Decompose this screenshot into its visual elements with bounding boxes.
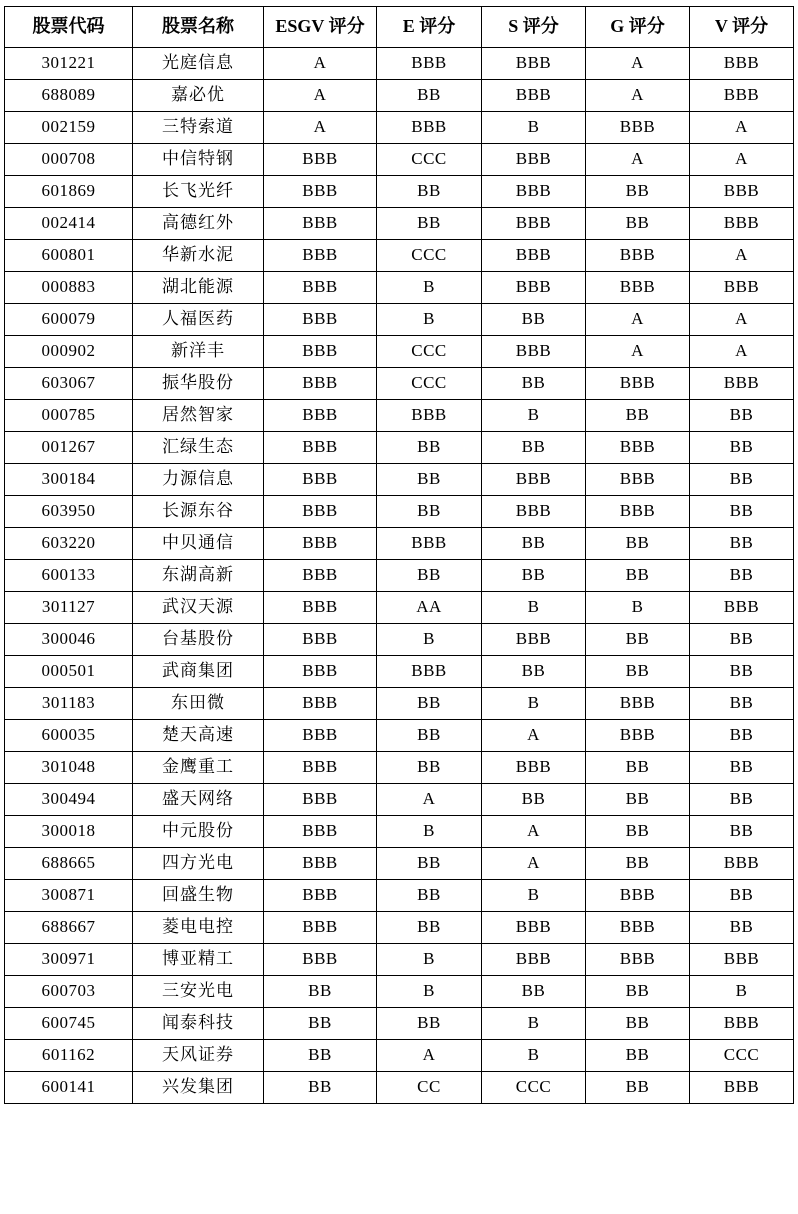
cell-s-score: BBB [482,752,586,784]
cell-stock-name: 兴发集团 [133,1072,264,1104]
cell-esgv-score: BBB [264,464,377,496]
cell-e-score: B [377,816,482,848]
cell-stock-name: 四方光电 [133,848,264,880]
cell-s-score: BBB [482,176,586,208]
cell-e-score: BB [377,80,482,112]
cell-s-score: BBB [482,144,586,176]
cell-stock-name: 光庭信息 [133,48,264,80]
cell-esgv-score: BBB [264,944,377,976]
table-row [5,624,794,656]
cell-v-score: BBB [690,208,794,240]
cell-e-score: BB [377,176,482,208]
cell-g-score: BB [586,752,690,784]
cell-v-score: BBB [690,592,794,624]
cell-v-score: BBB [690,48,794,80]
table-row [5,1040,794,1072]
table-row [5,272,794,304]
cell-s-score: B [482,688,586,720]
cell-v-score: BB [690,528,794,560]
cell-esgv-score: BBB [264,560,377,592]
cell-stock-code: 603067 [5,368,133,400]
cell-s-score: BBB [482,240,586,272]
table-row [5,80,794,112]
cell-esgv-score: BBB [264,752,377,784]
cell-stock-code: 688665 [5,848,133,880]
cell-e-score: A [377,784,482,816]
cell-v-score: BB [690,720,794,752]
cell-s-score: A [482,720,586,752]
cell-esgv-score: BBB [264,272,377,304]
cell-g-score: BBB [586,688,690,720]
cell-v-score: BBB [690,80,794,112]
cell-v-score: BB [690,400,794,432]
cell-stock-code: 000785 [5,400,133,432]
table-row [5,656,794,688]
cell-s-score: BB [482,560,586,592]
cell-stock-code: 600745 [5,1008,133,1040]
cell-s-score: B [482,592,586,624]
table-row [5,752,794,784]
cell-stock-code: 300018 [5,816,133,848]
cell-stock-code: 601869 [5,176,133,208]
cell-v-score: CCC [690,1040,794,1072]
cell-g-score: A [586,336,690,368]
cell-v-score: BBB [690,272,794,304]
cell-stock-code: 000902 [5,336,133,368]
cell-stock-code: 600035 [5,720,133,752]
cell-stock-name: 武商集团 [133,656,264,688]
cell-v-score: BB [690,560,794,592]
table-row [5,464,794,496]
cell-s-score: A [482,816,586,848]
cell-esgv-score: BBB [264,304,377,336]
cell-e-score: B [377,944,482,976]
cell-e-score: CCC [377,240,482,272]
cell-esgv-score: BBB [264,144,377,176]
table-row [5,912,794,944]
cell-g-score: BB [586,624,690,656]
cell-stock-code: 688089 [5,80,133,112]
cell-v-score: BB [690,688,794,720]
cell-stock-name: 台基股份 [133,624,264,656]
cell-s-score: BB [482,976,586,1008]
cell-stock-code: 000501 [5,656,133,688]
cell-s-score: BB [482,432,586,464]
table-row [5,48,794,80]
cell-g-score: BBB [586,272,690,304]
cell-stock-name: 汇绿生态 [133,432,264,464]
table-row [5,368,794,400]
cell-stock-name: 闻泰科技 [133,1008,264,1040]
cell-e-score: AA [377,592,482,624]
cell-s-score: CCC [482,1072,586,1104]
cell-s-score: B [482,400,586,432]
cell-e-score: CCC [377,368,482,400]
cell-s-score: BBB [482,464,586,496]
cell-s-score: BB [482,784,586,816]
cell-s-score: B [482,112,586,144]
cell-g-score: BB [586,816,690,848]
cell-s-score: B [482,1040,586,1072]
cell-v-score: BBB [690,944,794,976]
cell-g-score: B [586,592,690,624]
cell-s-score: BBB [482,48,586,80]
table-row [5,304,794,336]
cell-e-score: BB [377,432,482,464]
cell-stock-code: 603950 [5,496,133,528]
cell-esgv-score: A [264,112,377,144]
table-row [5,560,794,592]
cell-v-score: A [690,336,794,368]
cell-g-score: BB [586,784,690,816]
cell-g-score: BB [586,176,690,208]
cell-stock-code: 301183 [5,688,133,720]
cell-stock-code: 000883 [5,272,133,304]
cell-esgv-score: BBB [264,656,377,688]
cell-stock-name: 华新水泥 [133,240,264,272]
table-row [5,208,794,240]
cell-stock-name: 三安光电 [133,976,264,1008]
cell-s-score: BB [482,656,586,688]
cell-esgv-score: BB [264,976,377,1008]
cell-g-score: A [586,304,690,336]
table-header [5,7,794,48]
cell-g-score: BB [586,1040,690,1072]
cell-s-score: BBB [482,912,586,944]
cell-e-score: BB [377,560,482,592]
column-header-e-score: E 评分 [377,7,482,48]
cell-stock-name: 中信特钢 [133,144,264,176]
cell-s-score: BB [482,528,586,560]
cell-e-score: B [377,304,482,336]
cell-g-score: BB [586,976,690,1008]
cell-esgv-score: BBB [264,688,377,720]
cell-v-score: BB [690,624,794,656]
cell-esgv-score: BBB [264,784,377,816]
cell-g-score: BBB [586,464,690,496]
cell-e-score: BB [377,720,482,752]
cell-s-score: BBB [482,336,586,368]
cell-e-score: BBB [377,400,482,432]
column-header-stock-code: 股票代码 [5,7,133,48]
cell-esgv-score: BBB [264,176,377,208]
cell-esgv-score: BBB [264,208,377,240]
column-header-g-score: G 评分 [586,7,690,48]
cell-s-score: BBB [482,272,586,304]
cell-stock-code: 300184 [5,464,133,496]
cell-stock-name: 盛天网络 [133,784,264,816]
cell-stock-code: 301127 [5,592,133,624]
cell-stock-code: 000708 [5,144,133,176]
cell-e-score: BB [377,688,482,720]
cell-stock-name: 居然智家 [133,400,264,432]
cell-v-score: BB [690,464,794,496]
cell-stock-name: 武汉天源 [133,592,264,624]
cell-esgv-score: A [264,48,377,80]
cell-stock-code: 002414 [5,208,133,240]
cell-e-score: B [377,624,482,656]
cell-g-score: BBB [586,496,690,528]
cell-stock-name: 楚天高速 [133,720,264,752]
table-body [5,48,794,1104]
cell-g-score: BBB [586,432,690,464]
cell-g-score: BB [586,560,690,592]
cell-esgv-score: BB [264,1072,377,1104]
cell-stock-name: 振华股份 [133,368,264,400]
cell-s-score: BBB [482,80,586,112]
cell-esgv-score: BBB [264,528,377,560]
cell-stock-name: 人福医药 [133,304,264,336]
cell-stock-name: 新洋丰 [133,336,264,368]
cell-stock-name: 嘉必优 [133,80,264,112]
cell-g-score: BBB [586,720,690,752]
cell-esgv-score: BBB [264,624,377,656]
cell-esgv-score: BBB [264,240,377,272]
cell-s-score: BBB [482,496,586,528]
cell-stock-code: 600801 [5,240,133,272]
cell-esgv-score: BBB [264,720,377,752]
cell-stock-name: 湖北能源 [133,272,264,304]
cell-stock-code: 300871 [5,880,133,912]
cell-v-score: BBB [690,848,794,880]
cell-v-score: BBB [690,368,794,400]
cell-stock-name: 博亚精工 [133,944,264,976]
cell-v-score: BBB [690,176,794,208]
cell-e-score: BB [377,752,482,784]
cell-stock-name: 东田微 [133,688,264,720]
cell-e-score: BB [377,1008,482,1040]
cell-g-score: BBB [586,880,690,912]
column-header-v-score: V 评分 [690,7,794,48]
cell-e-score: B [377,976,482,1008]
cell-esgv-score: BBB [264,336,377,368]
table-row [5,592,794,624]
table-row [5,528,794,560]
cell-g-score: BB [586,1008,690,1040]
cell-stock-name: 长飞光纤 [133,176,264,208]
cell-e-score: CC [377,1072,482,1104]
column-header-s-score: S 评分 [482,7,586,48]
cell-g-score: A [586,48,690,80]
esg-rating-table [4,6,794,1104]
cell-v-score: B [690,976,794,1008]
cell-e-score: BB [377,496,482,528]
cell-e-score: BB [377,880,482,912]
cell-v-score: A [690,304,794,336]
table-row [5,240,794,272]
table-row [5,688,794,720]
cell-e-score: CCC [377,336,482,368]
cell-e-score: CCC [377,144,482,176]
table-row [5,848,794,880]
cell-esgv-score: BBB [264,880,377,912]
cell-g-score: BB [586,848,690,880]
cell-s-score: BB [482,304,586,336]
table-row [5,496,794,528]
cell-g-score: BBB [586,912,690,944]
cell-esgv-score: A [264,80,377,112]
table-row [5,1072,794,1104]
cell-g-score: BBB [586,368,690,400]
cell-s-score: BBB [482,944,586,976]
cell-v-score: BB [690,656,794,688]
cell-stock-code: 301048 [5,752,133,784]
cell-s-score: B [482,880,586,912]
cell-g-score: A [586,80,690,112]
cell-stock-code: 600133 [5,560,133,592]
cell-g-score: BBB [586,944,690,976]
cell-stock-code: 688667 [5,912,133,944]
cell-v-score: A [690,112,794,144]
cell-v-score: A [690,240,794,272]
cell-esgv-score: BBB [264,912,377,944]
cell-e-score: BBB [377,656,482,688]
cell-stock-code: 300494 [5,784,133,816]
cell-stock-name: 三特索道 [133,112,264,144]
cell-g-score: BBB [586,112,690,144]
cell-stock-code: 600079 [5,304,133,336]
cell-s-score: BBB [482,208,586,240]
cell-stock-name: 长源东谷 [133,496,264,528]
cell-g-score: BB [586,400,690,432]
table-header-row [5,7,794,48]
cell-stock-code: 600703 [5,976,133,1008]
table-row [5,336,794,368]
cell-v-score: BBB [690,1072,794,1104]
cell-s-score: BB [482,368,586,400]
table-row [5,976,794,1008]
table-row [5,144,794,176]
cell-v-score: BB [690,432,794,464]
cell-s-score: B [482,1008,586,1040]
table-row [5,1008,794,1040]
table-row [5,944,794,976]
cell-stock-code: 001267 [5,432,133,464]
cell-e-score: A [377,1040,482,1072]
cell-stock-name: 菱电电控 [133,912,264,944]
cell-esgv-score: BBB [264,816,377,848]
table-row [5,816,794,848]
cell-stock-code: 300046 [5,624,133,656]
cell-stock-name: 东湖高新 [133,560,264,592]
cell-e-score: BBB [377,528,482,560]
cell-esgv-score: BBB [264,432,377,464]
cell-stock-code: 300971 [5,944,133,976]
cell-stock-code: 600141 [5,1072,133,1104]
cell-s-score: A [482,848,586,880]
cell-g-score: BBB [586,240,690,272]
cell-v-score: A [690,144,794,176]
cell-e-score: BBB [377,48,482,80]
cell-v-score: BB [690,880,794,912]
cell-stock-code: 002159 [5,112,133,144]
cell-v-score: BBB [690,1008,794,1040]
table-row [5,784,794,816]
cell-e-score: BB [377,464,482,496]
cell-stock-name: 金鹰重工 [133,752,264,784]
cell-stock-name: 中贝通信 [133,528,264,560]
cell-stock-code: 601162 [5,1040,133,1072]
cell-g-score: A [586,144,690,176]
cell-stock-code: 301221 [5,48,133,80]
cell-g-score: BB [586,656,690,688]
cell-g-score: BB [586,1072,690,1104]
cell-v-score: BB [690,752,794,784]
cell-stock-name: 回盛生物 [133,880,264,912]
cell-e-score: BB [377,912,482,944]
column-header-esgv-score: ESGV 评分 [264,7,377,48]
cell-g-score: BB [586,208,690,240]
cell-stock-code: 603220 [5,528,133,560]
cell-esgv-score: BBB [264,592,377,624]
table-row [5,176,794,208]
cell-s-score: BBB [482,624,586,656]
cell-esgv-score: BB [264,1040,377,1072]
cell-esgv-score: BBB [264,368,377,400]
cell-e-score: BB [377,208,482,240]
cell-esgv-score: BB [264,1008,377,1040]
table-row [5,400,794,432]
cell-esgv-score: BBB [264,496,377,528]
cell-stock-name: 高德红外 [133,208,264,240]
cell-g-score: BB [586,528,690,560]
cell-v-score: BB [690,816,794,848]
cell-v-score: BB [690,784,794,816]
cell-e-score: B [377,272,482,304]
table-row [5,880,794,912]
table-row [5,112,794,144]
cell-esgv-score: BBB [264,400,377,432]
table-row [5,720,794,752]
table-row [5,432,794,464]
cell-stock-name: 天风证券 [133,1040,264,1072]
cell-stock-name: 力源信息 [133,464,264,496]
cell-v-score: BB [690,912,794,944]
cell-v-score: BB [690,496,794,528]
cell-e-score: BBB [377,112,482,144]
column-header-stock-name: 股票名称 [133,7,264,48]
cell-e-score: BB [377,848,482,880]
cell-esgv-score: BBB [264,848,377,880]
cell-stock-name: 中元股份 [133,816,264,848]
